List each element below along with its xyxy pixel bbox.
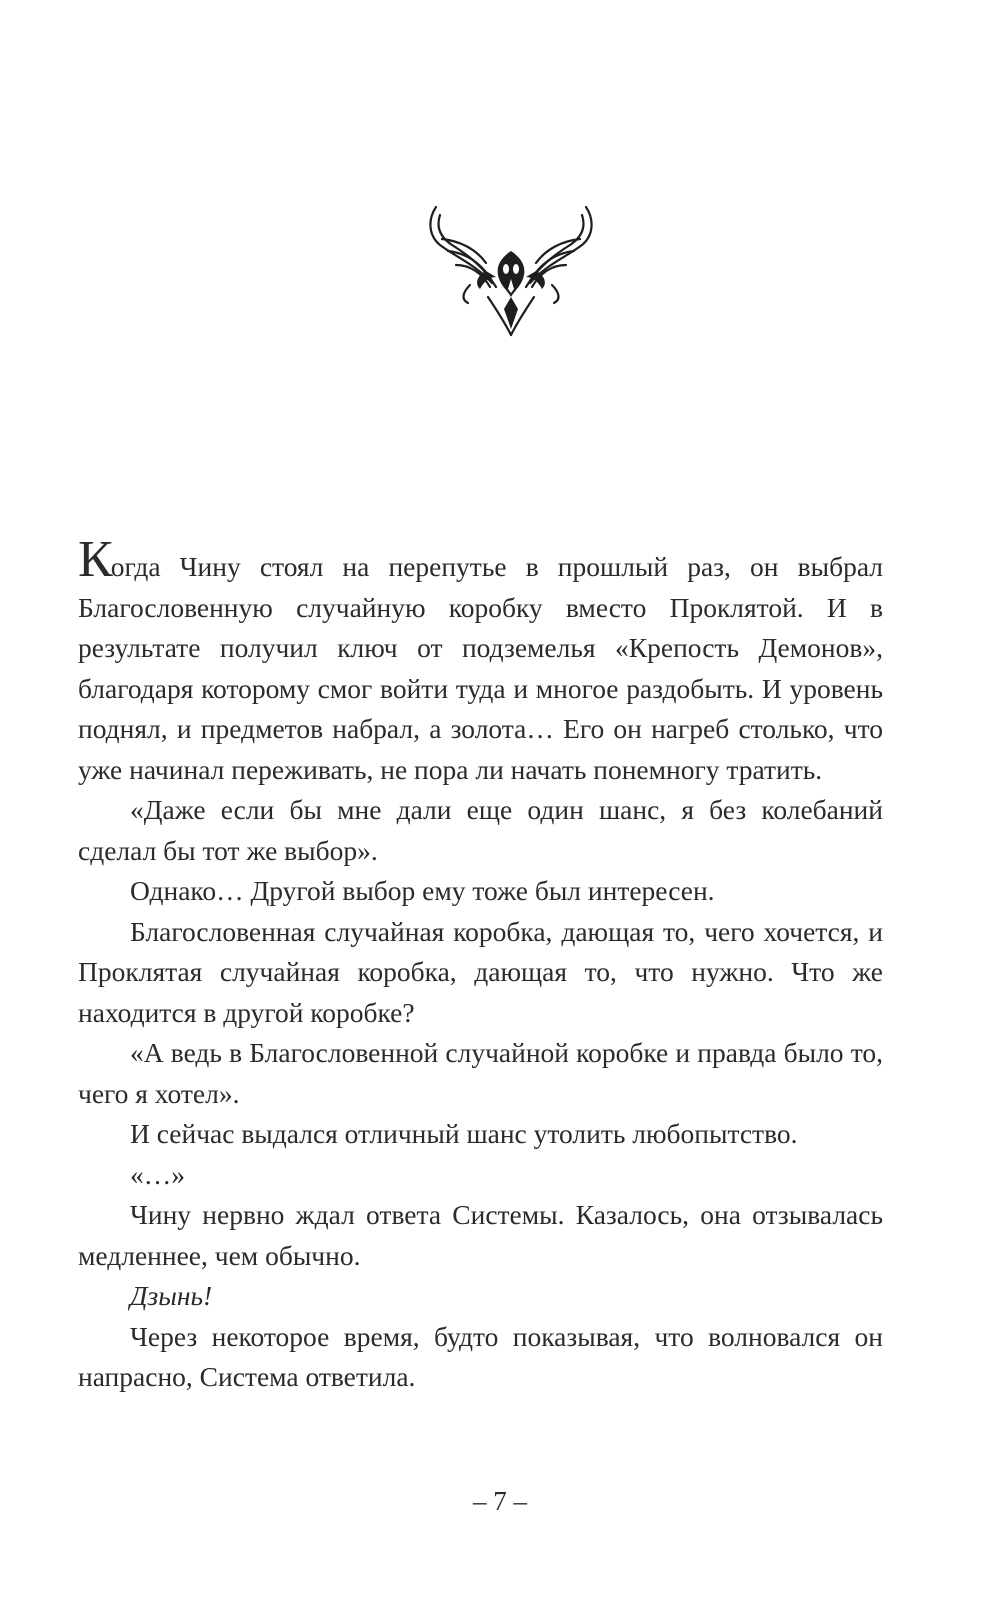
paragraph-1 bbox=[78, 531, 883, 790]
paragraph-5: «А ведь в Благословенной случайной коробке и правда было то, чего я хотел». bbox=[78, 1037, 883, 1109]
drop-cap: К bbox=[78, 531, 111, 588]
body-text bbox=[78, 531, 883, 1398]
paragraph-2: «Даже если бы мне дали еще один шанс, я без колебаний сделал бы тот же выбор». bbox=[78, 794, 883, 866]
paragraph-4: Благословенная случайная коробка, дающая то, чего хочется, и Проклятая случайная коробка, дающая то, что нужно. Что же находится в другой коробке? bbox=[78, 915, 883, 1028]
winged-ornament-icon bbox=[426, 205, 596, 340]
page-number: – 7 – bbox=[473, 1486, 527, 1516]
paragraph-3: Однако… Другой выбор ему тоже был интересен. bbox=[130, 875, 715, 906]
paragraph-7: «…» bbox=[130, 1158, 185, 1190]
paragraph-8: Чину нервно ждал ответа Системы. Казалось, она отзывалась медленнее, чем обычно. bbox=[78, 1199, 883, 1271]
paragraph-6: И сейчас выдался отличный шанс утолить любопытство. bbox=[130, 1118, 798, 1149]
paragraph-10: Через некоторое время, будто показывая, что волновался он напрасно, Система ответила. bbox=[78, 1320, 883, 1392]
paragraph-1-text: огда Чину стоял на перепутье в прошлый раз, он выбрал Благословенную случайную коробку вместо Проклятой. И в результате получил ключ от подземелья «Крепость Демонов», благодаря которому смог войти туда и многое раздобыть. И уровень поднял, и предметов набрал, а золота… Его он нагреб столько, что уже начинал переживать, не пора ли начать понемногу тратить. bbox=[78, 551, 883, 785]
paragraph-9-sound: Дзынь! bbox=[130, 1280, 213, 1311]
